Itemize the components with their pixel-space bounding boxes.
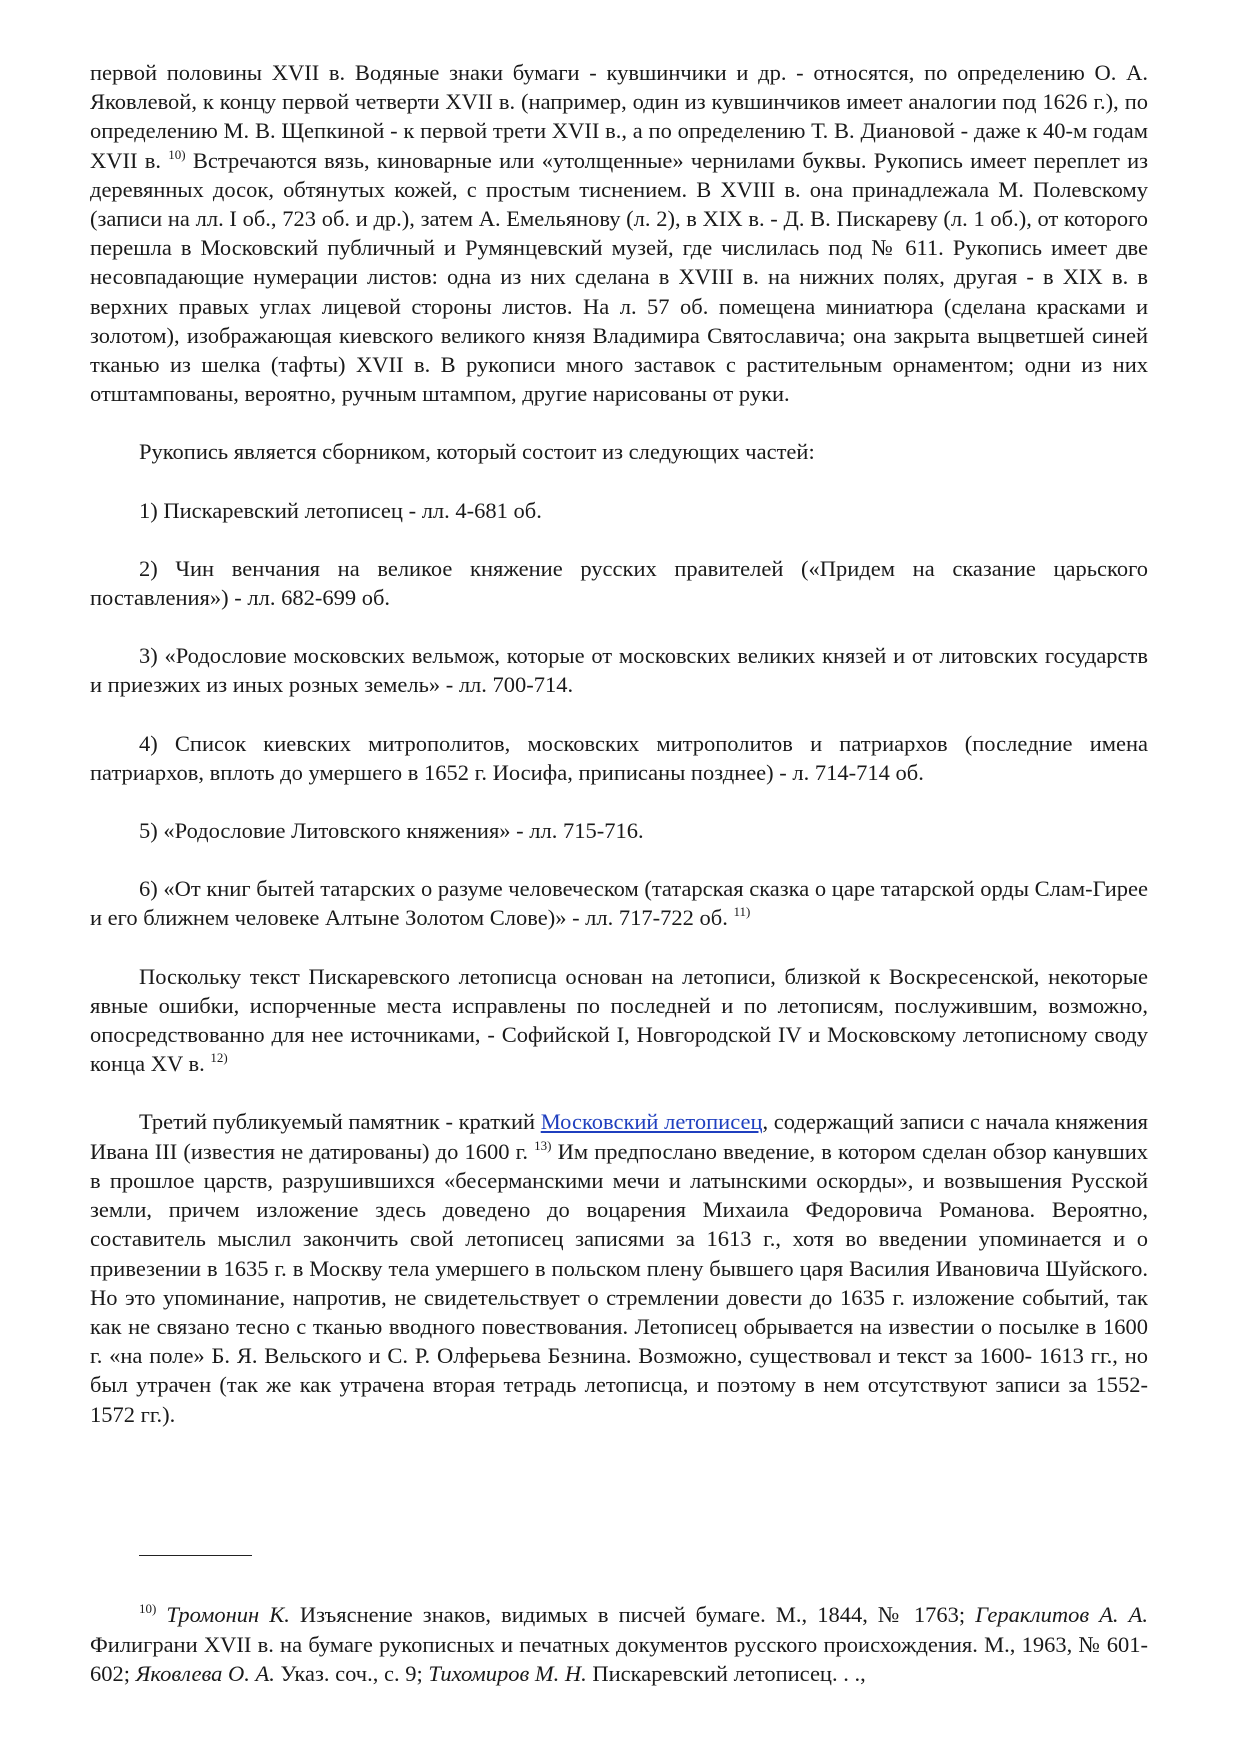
author-name: Тромонин К. [166,1602,290,1627]
moscow-chronicle-link[interactable]: Московский летописец [540,1109,763,1135]
footnote-divider [139,1555,252,1556]
list-item-part-1: 1) Пискаревский летописец - лл. 4-681 об. [139,497,542,523]
main-text [90,58,1148,1429]
author-name: Гераклитов А. А. [975,1602,1149,1627]
footnote-number: 10) [139,1601,157,1616]
paragraph-sources: Поскольку текст Пискаревского летописца основан на летописи, близкой к Воскресенской, некоторые явные ошибки, испорченные места исправлены по последней и по летописям, послужившим, возможно, опосредствованно для нее источниками, - Софийской I, Новгородской IV и Московскому летописному своду конца XV в. $^{12)}$ [90,963,1148,1077]
footnote-ref-10[interactable]: 10) [168,146,186,162]
footnotes [90,1600,1148,1689]
paragraph-intro: Рукопись является сборником, который состоит из следующих частей: [139,439,815,465]
list-item-part-5: 5) «Родословие Литовского княжения» - лл. 715-716. [139,818,644,844]
list-item-part-2: 2) Чин венчания на великое княжение русских правителей («Придем на сказание царьского поставления») - лл. 682-699 об. [90,555,1148,611]
footnote-ref-12[interactable]: 12) [210,1050,228,1066]
paragraph-moscow-chronicle: Третий публикуемый памятник - краткий Московский летописец, содержащий записи с начала княжения Ивана III (известия не датированы) до 1600 г. $^{13)}$ Им предпослано введение, в котором сделан обзор канувших в прошлое царств, разрушившихся «бесерманскими мечи и латынскими оскорды», и возвышения Русской земли, причем изложение здесь доведено до воцарения Михаила Федоровича Романова. Вероятно, составитель мыслил закончить свой летописец записями за 1613 г., хотя во введении упоминается и о привезении в 1635 г. в Москву тела умершего в польском плену бывшего царя Василия Ивановича Шуйского. Но это упоминание, напротив, не свидетельствует о стремлении довести до 1635 г. изложение событий, так как не связано тесно с тканью вводного повествования. Летописец обрывается на известии о посылке в 1600 г. «на поле» Б. Я. Вельского и С. Р. Олферьева Безнина. Возможно, существовал и текст за 1600- 1613 гг., но был утрачен (так же как утрачена вторая тетрадь летописца, и поэтому в нем отсутствуют записи за 1552-1572 гг.). [90,1109,1148,1427]
footnote-10: $^{10)}$ Тромонин К. Изъяснение знаков, видимых в писчей бумаге. М., 1844, № 1763; Гераклитов А. А. Филиграни XVII в. на бумаге рукописных и печатных документов русского происхождения. М., 1963, № 601-602; Яковлева О. А. Указ. соч., с. 9; Тихомиров М. Н. Пискаревский летописец. . ., [90,1601,1149,1686]
list-item-part-6: 6) «От книг бытей татарских о разуме человеческом (татарская сказка о царе татарской орды Слам-Гирее и его ближнем человеке Алтыне Золотом Слове)» - лл. 717-722 об. $^{11)}$ [90,876,1148,931]
footnote-ref-13[interactable]: 13) [534,1137,552,1153]
list-item-part-3: 3) «Родословие московских вельмож, которые от московских великих князей и от литовских государств и приезжих из иных розных земель» - лл. 700-714. [90,643,1148,698]
list-item-part-4: 4) Список киевских митрополитов, московских митрополитов и патриархов (последние имена патриархов, вплоть до умершего в 1652 г. Иосифа, приписаны позднее) - л. 714-714 об. [90,730,1148,785]
author-name: Тихомиров М. Н. [428,1661,587,1686]
paragraph-manuscript-description: первой половины XVII в. Водяные знаки бумаги - кувшинчики и др. - относятся, по определению О. А. Яковлевой, к концу первой четверти XVII в. (например, один из кувшинчиков имеет аналогии под 1626 г.), по определению М. В. Щепкиной - к первой трети XVII в., а по определению Т. В. Диановой - даже к 40-м годам XVII в. $^{10)}$ Встречаются вязь, киноварные или «утолщенные» чернилами буквы. Рукопись имеет переплет из деревянных досок, обтянутых кожей, с простым тиснением. В XVIII в. она принадлежала М. Полевскому (записи на лл. I об., 723 об. и др.), затем А. Емельянову (л. 2), в XIX в. - Д. В. Пискареву (л. 1 об.), от которого перешла в Московский публичный и Румянцевский музей, где числилась под № 611. Рукопись имеет две несовпадающие нумерации листов: одна из них сделана в XVIII в. на нижних полях, другая - в XIX в. в верхних правых углах лицевой стороны листов. На л. 57 об. помещена миниатюра (сделана красками и золотом), изображающая киевского великого князя Владимира Святославича; она закрыта выцветшей синей тканью из шелка (тафты) XVII в. В рукописи много заставок с растительным орнаментом; одни из них отштампованы, вероятно, ручным штампом, другие нарисованы от руки. [90,60,1149,407]
author-name: Яковлева О. А. [135,1661,275,1686]
footnote-ref-11[interactable]: 11) [733,904,751,920]
